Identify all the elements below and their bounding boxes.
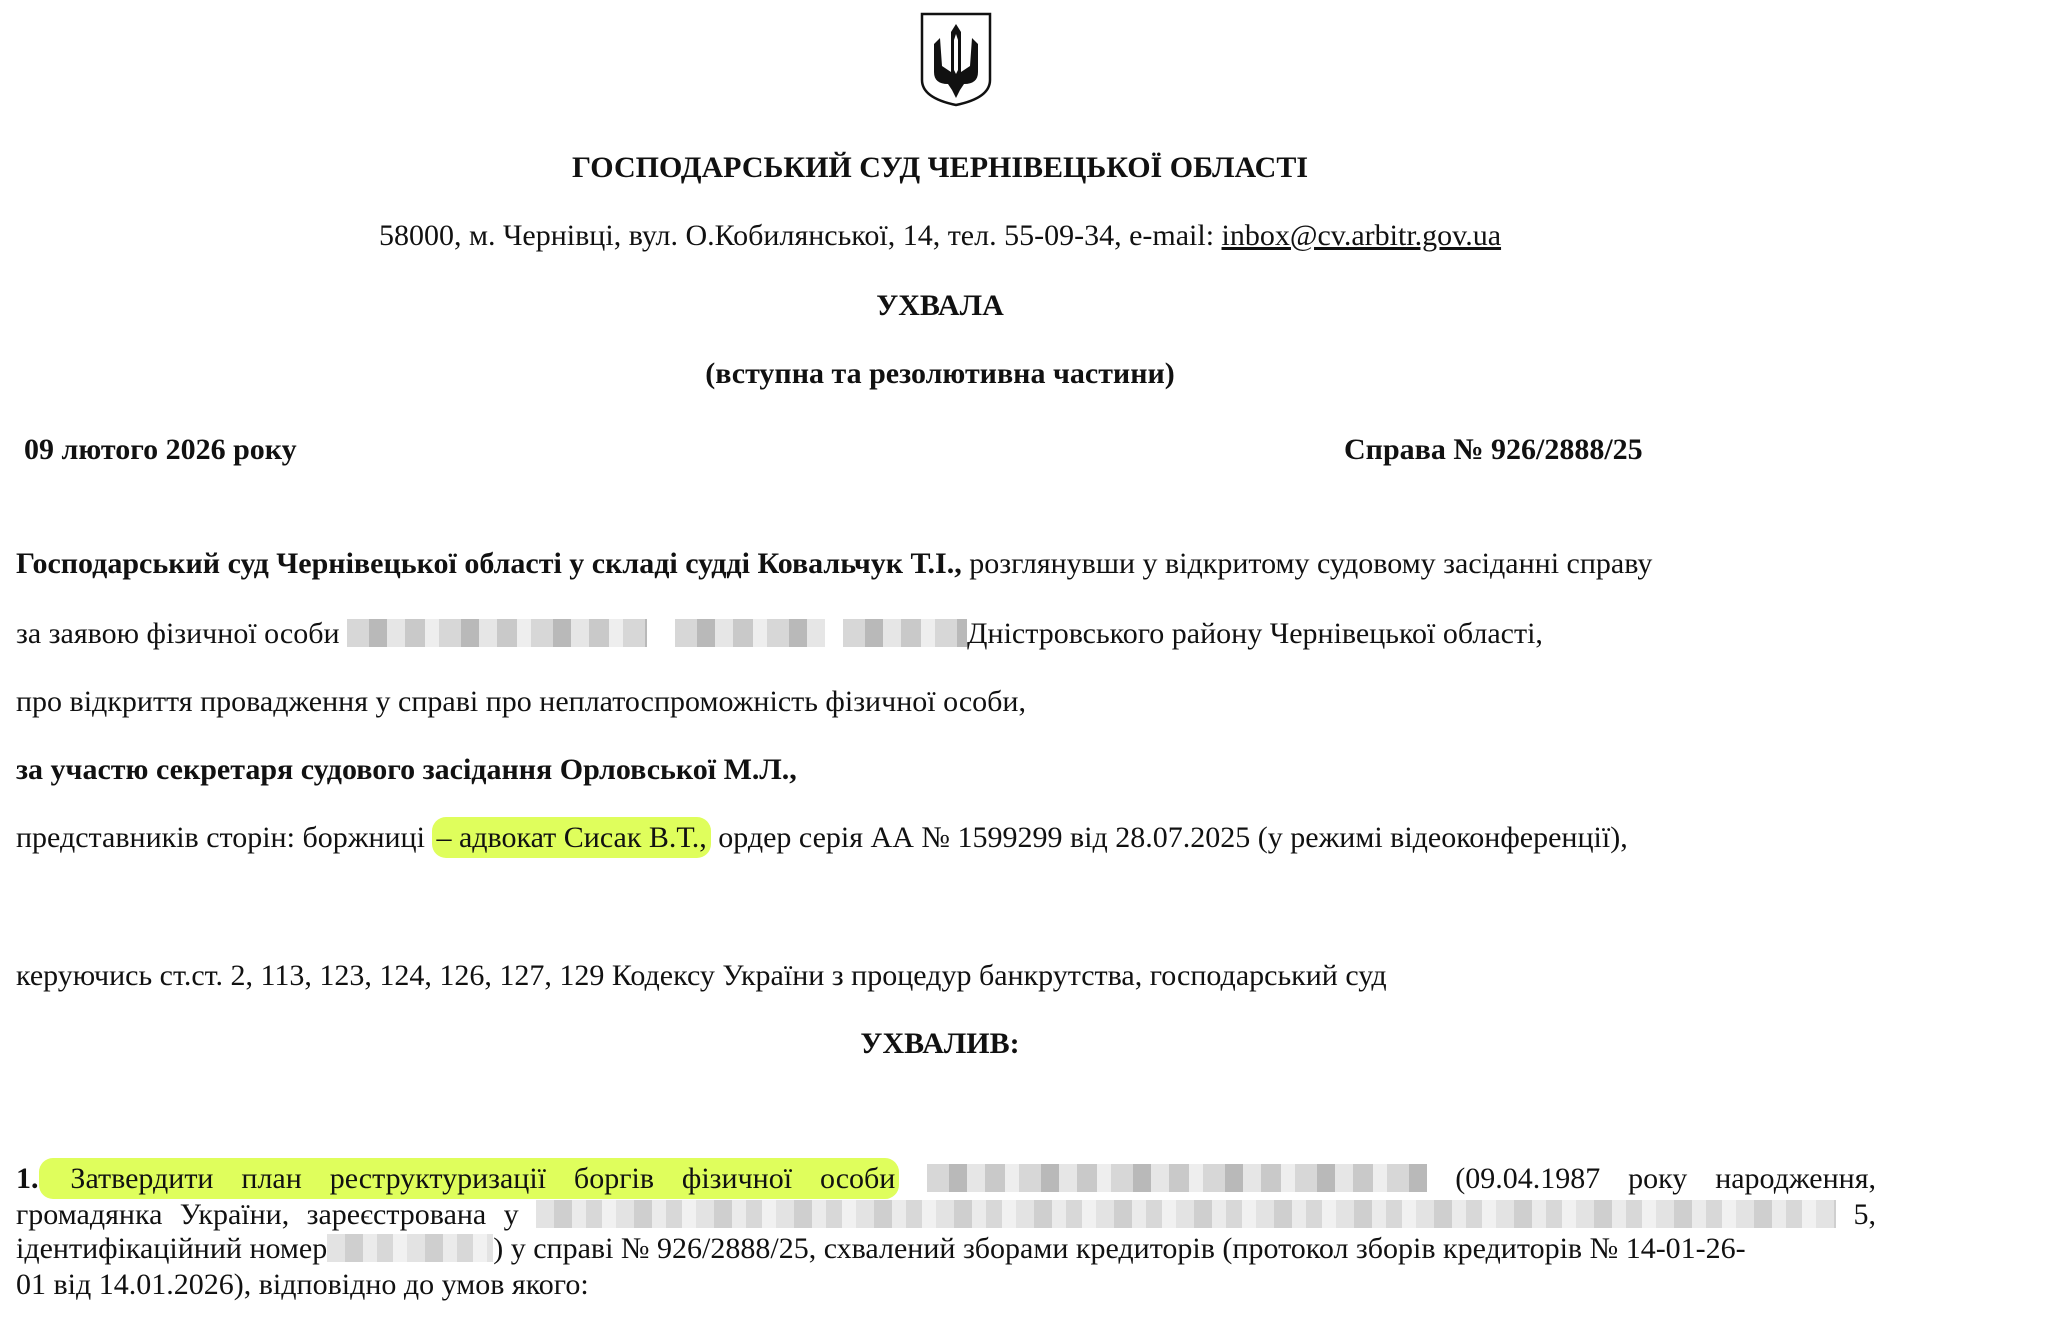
item1-line4: 01 від 14.01.2026), відповідно до умов якого: (16, 1268, 589, 1301)
item1-line3 (16, 1232, 1746, 1266)
redacted-tax-id (327, 1234, 493, 1262)
paragraph-court-composition (16, 546, 1652, 582)
paragraph-representatives (16, 820, 1628, 856)
court-address (0, 218, 1880, 254)
applicant-suffix: Дністровського району Чернівецької області, (967, 617, 1543, 650)
item1-highlight: Затвердити план реструктуризації боргів фізичної особи (39, 1158, 900, 1199)
court-composition-rest: розглянувши у відкритому судовому засіданні справу (961, 547, 1653, 580)
item1-registered: громадянка України, зареєстрована у (16, 1198, 519, 1231)
item1-line2-end: 5, (1853, 1198, 1877, 1231)
item1-birth: (09.04.1987 року народження, (1455, 1162, 1877, 1195)
paragraph-secretary: за участю секретаря судового засідання Орловської М.Л., (16, 753, 797, 786)
document-subtitle: (вступна та резолютивна частини) (705, 357, 1175, 390)
redacted-locality (843, 619, 967, 647)
highlighted-lawyer: – адвокат Сисак В.Т., (432, 817, 710, 858)
item1-line2 (16, 1198, 1876, 1232)
address-text: 58000, м. Чернівці, вул. О.Кобилянської, 14, тел. 55-09-34, e-mail: (378, 219, 1222, 252)
item1-case-text: ) у справі № 926/2888/25, схвалений зборами кредиторів (протокол зборів кредиторів № 14-01-26- (493, 1232, 1746, 1265)
court-composition-bold: Господарський суд Чернівецької області у складі судді Ковальчук Т.І., (16, 547, 962, 580)
redacted-name (347, 619, 647, 647)
ukraine-coat-of-arms-icon (918, 10, 994, 108)
resolved-heading: УХВАЛИВ: (860, 1027, 1020, 1060)
document-type: УХВАЛА (876, 289, 1004, 322)
case-number: Справа № 926/2888/25 (1344, 433, 1643, 466)
paragraph-legal-basis: керуючись ст.ст. 2, 113, 123, 124, 126, 127, 129 Кодексу України з процедур банкрутства, господарський суд (16, 959, 1387, 992)
paragraph-applicant (16, 616, 1543, 652)
representatives-prefix: представників сторін: боржниці (16, 821, 433, 854)
applicant-prefix: за заявою фізичної особи (16, 617, 348, 650)
item1-id-label: ідентифікаційний номер (16, 1232, 328, 1265)
paragraph-subject: про відкриття провадження у справі про неплатоспроможність фізичної особи, (16, 685, 1026, 718)
document-date: 09 лютого 2026 року (24, 433, 297, 466)
email-link[interactable]: inbox@cv.arbitr.gov.ua (1221, 219, 1502, 252)
redacted-address (536, 1200, 1836, 1228)
item1-number: 1. (16, 1162, 39, 1195)
redacted-village (675, 619, 825, 647)
item1-line1 (16, 1162, 1876, 1196)
court-name: ГОСПОДАРСЬКИЙ СУД ЧЕРНІВЕЦЬКОЇ ОБЛАСТІ (571, 151, 1309, 184)
representatives-suffix: ордер серія АА № 1599299 від 28.07.2025 (у режимі відеоконференції), (710, 821, 1628, 854)
redacted-debtor-name (927, 1164, 1427, 1192)
